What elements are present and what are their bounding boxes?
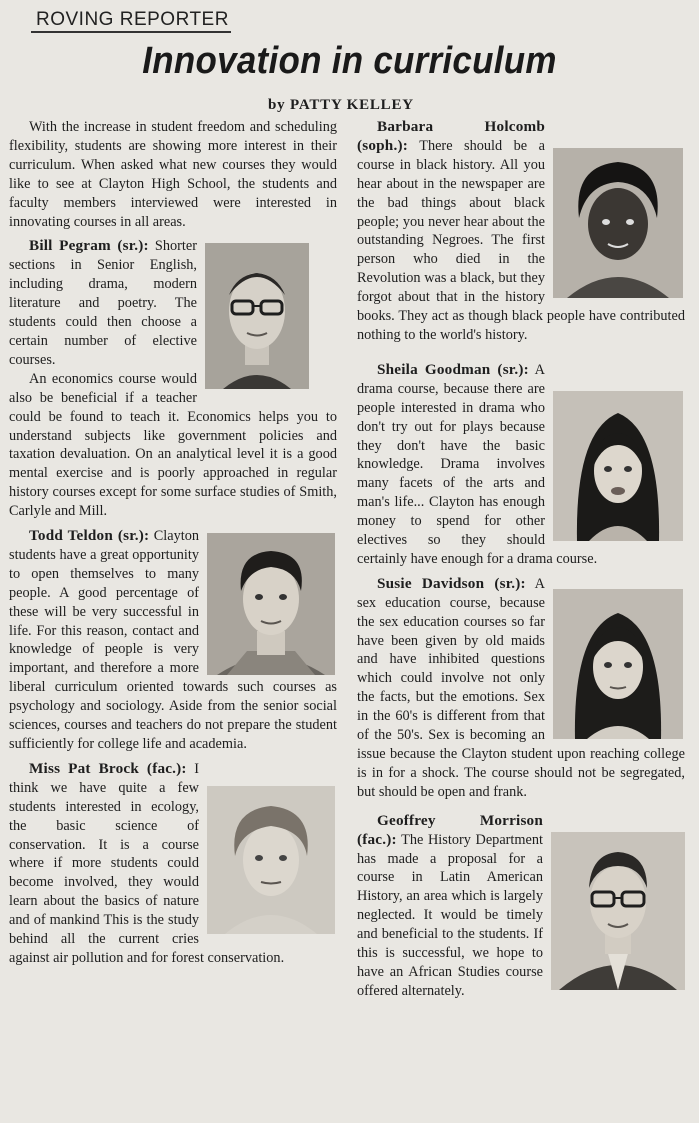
quote-susie-davidson: Susie Davidson (sr.): A sex education course, because the sex education courses so far have been given by old maids and have inhibited questions which could involve not only the facts, but the emotions. Sex in the 60's is different from that of the 50's. Sex is becoming an issue because the Clayton student upon reaching college is in for a shock. The course should not be segregated, but should be open and frank.	[357, 574, 685, 800]
quote-barbara-holcomb: Barbara Holcomb (soph.): There should be a course in black history. All you hear about in the newspaper are the bad things about black people; you never hear about the outstanding Negroes. The first person who died in the Revolution was a black, but they forgot about that in the history books. They act as though black people have contributed nothing to the world's history.	[357, 118, 685, 343]
portrait-icon	[553, 148, 683, 298]
photo-geoffrey-morrison	[551, 832, 685, 990]
speaker-name: Susie Davidson (sr.):	[377, 574, 526, 592]
quote-bill-pegram-cont: An economics course would also be beneficial if a teacher could be found to teach it. Economics helps you to understand subjects like government policies and taxation devaluation. On an analytical level it is a good mental exercise and is poorly approached in regular history courses except for some surface studies of Smith, Carlyle and Mill.	[9, 370, 337, 520]
speaker-name: Geoffrey Morrison (fac.):	[357, 811, 543, 848]
speaker-name: Sheila Goodman (sr.):	[377, 360, 529, 378]
intro-paragraph: With the increase in student freedom and scheduling flexibility, students are showing more interest in their curriculum. When asked what new courses they would like to see at Clayton High School, the students and faculty members interviewed were interested in innovating courses in all areas.	[9, 119, 337, 230]
speaker-name: Bill Pegram (sr.):	[29, 237, 149, 255]
portrait-icon	[551, 832, 685, 990]
headline: Innovation in curriculum	[142, 40, 557, 82]
quote-geoffrey-morrison: Geoffrey Morrison (fac.): The History Department has made a proposal for a course in Latin American History, an area which is largely neglected. It would be timely and beneficial to the students. If this is successful, we hope to have an African Studies course offered alternately.	[357, 811, 543, 999]
quote-bill-pegram: Bill Pegram (sr.): Shorter sections in Senior English, including drama, modern literature and poetry. The students could then choose a certain number of elective courses.	[9, 237, 197, 368]
photo-bill-pegram	[205, 243, 309, 389]
section-kicker: ROVING REPORTER	[36, 9, 229, 30]
speaker-name: Todd Teldon (sr.):	[29, 527, 150, 545]
byline: by PATTY KELLEY	[268, 97, 414, 113]
speaker-name: Barbara Holcomb (soph.):	[357, 118, 545, 154]
portrait-icon	[207, 533, 335, 675]
portrait-icon	[205, 243, 309, 389]
photo-susie-davidson	[553, 589, 683, 739]
photo-pat-brock	[207, 786, 335, 934]
left-column	[9, 118, 337, 968]
kicker-underline	[31, 31, 231, 33]
photo-todd-teldon	[207, 533, 335, 675]
quote-todd-teldon: Todd Teldon (sr.): Clayton students have a great opportunity to open themselves to many people. A good percentage of these will be very successful in life. For this reason, contact and knowledge of people is very important, and therefore a more liberal curriculum oriented towards such courses as psychology and sociology. Aside from the senior social sciences, courses and teachers do not prepare the student sufficiently for college life and academia.	[9, 527, 337, 752]
quote-pat-brock: Miss Pat Brock (fac.): I think we have quite a few students interested in ecology, the basic science of conservation. It is a course where if more students could become involved, they would learn about the basics of nature and of mankind This is the study behind all the current cries against air pollution and for forest conservation.	[9, 759, 285, 966]
portrait-icon	[207, 786, 335, 934]
quote-sheila-goodman: Sheila Goodman (sr.): A drama course, because there are people interested in drama who don't try out for plays because they don't have the basic knowledge. Drama involves many facets of the arts and man's life... Clayton has enough money to spend for other electives so they should certainly have enough for a drama course.	[357, 360, 598, 567]
portrait-icon	[553, 589, 683, 739]
speaker-name: Miss Pat Brock (fac.):	[29, 759, 187, 777]
right-column	[357, 118, 685, 1001]
photo-sheila-goodman	[553, 391, 683, 541]
portrait-icon	[553, 391, 683, 541]
photo-barbara-holcomb	[553, 148, 683, 298]
